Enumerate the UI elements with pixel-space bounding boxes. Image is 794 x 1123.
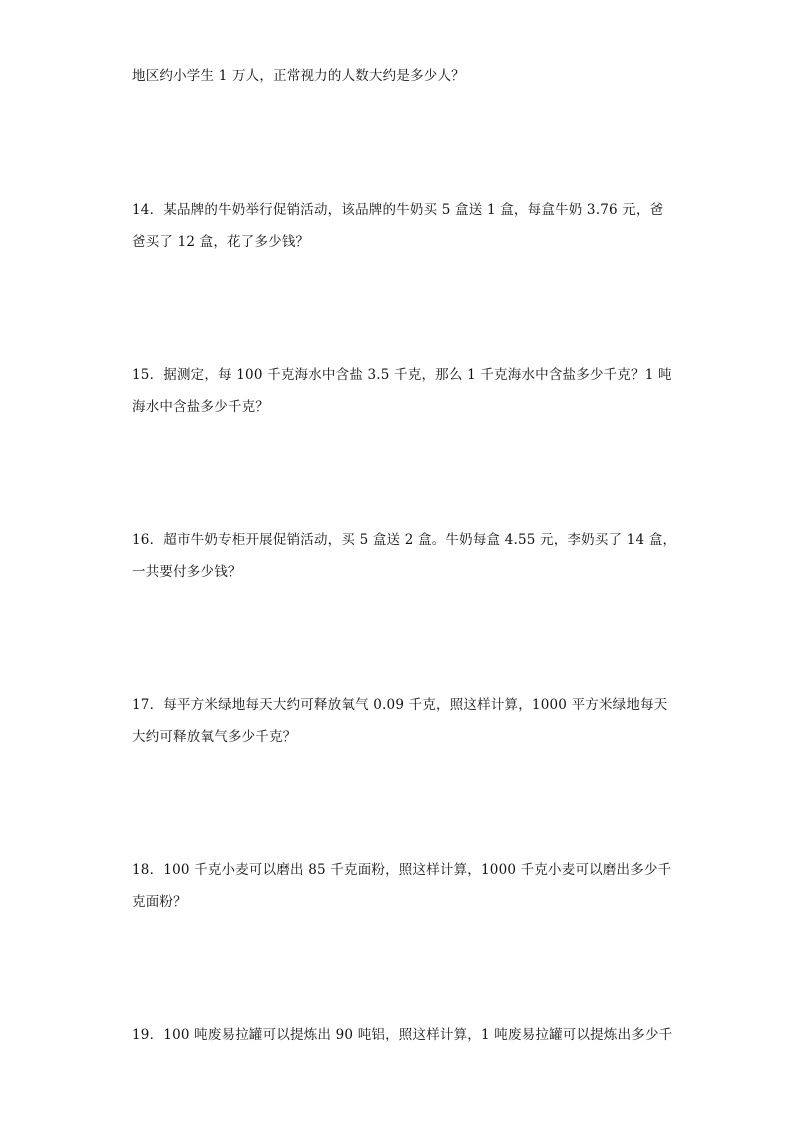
question-16-line-1: 16．超市牛奶专柜开展促销活动，买 5 盒送 2 盒。牛奶每盒 4.55 元，李奶买了 14 盒， — [132, 532, 677, 548]
question-17-line-1: 17．每平方米绿地每天大约可释放氧气 0.09 千克，照这样计算，1000 平方米绿地每天 — [132, 697, 668, 713]
question-15-line-1: 15．据测定，每 100 千克海水中含盐 3.5 千克，那么 1 千克海水中含盐多少千克？1 吨 — [132, 367, 672, 383]
question-17-line-2: 大约可释放氧气多少千克？ — [132, 729, 297, 745]
question-18-line-1: 18．100 千克小麦可以磨出 85 千克面粉，照这样计算，1000 千克小麦可以磨出多少千 — [132, 862, 672, 878]
question-18-line-2: 克面粉？ — [132, 894, 187, 910]
question-15-line-2: 海水中含盐多少千克？ — [132, 399, 269, 415]
question-13-line-2: 地区约小学生 1 万人，正常视力的人数大约是多少人？ — [132, 68, 465, 84]
question-14-line-1: 14．某品牌的牛奶举行促销活动，该品牌的牛奶买 5 盒送 1 盒，每盒牛奶 3.76 元，爸 — [132, 202, 664, 218]
question-19-line-1: 19．100 吨废易拉罐可以提炼出 90 吨铝，照这样计算，1 吨废易拉罐可以提炼出多少千 — [132, 1027, 673, 1043]
question-16-line-2: 一共要付多少钱？ — [132, 564, 242, 580]
question-14-line-2: 爸买了 12 盒，花了多少钱？ — [132, 234, 310, 250]
